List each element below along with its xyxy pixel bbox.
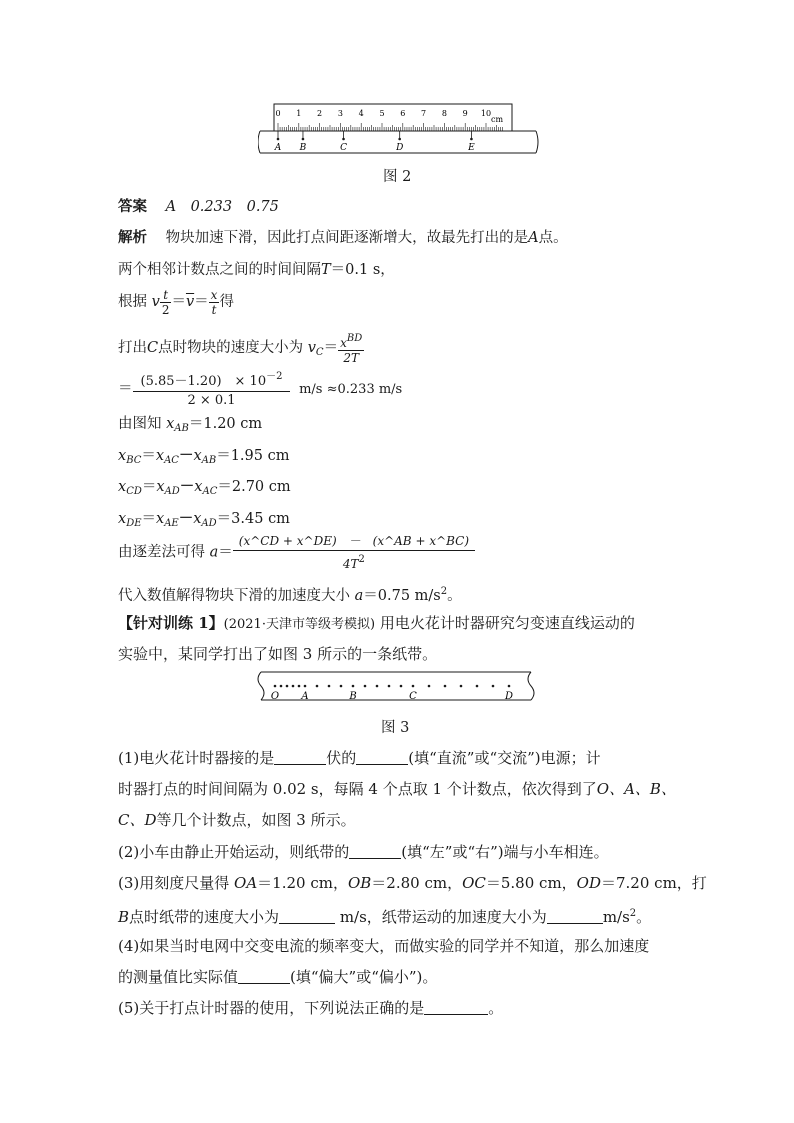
q5-blank-answer[interactable] bbox=[424, 1000, 488, 1015]
xbc-line: $x_{BC}=x_{AC}-x_{AB}=1.95$ cm bbox=[118, 447, 290, 466]
calc-fraction: $\frac{(5.85-1.20) \times 10^{-2}}{2 \times 0.1}$ bbox=[133, 368, 291, 410]
answer-label: 答案 bbox=[118, 198, 147, 215]
interval-line bbox=[118, 260, 395, 280]
tape-dot bbox=[274, 685, 277, 688]
tape-label: C bbox=[409, 691, 417, 702]
tape-label: A bbox=[301, 691, 309, 702]
tape-dot bbox=[292, 685, 295, 688]
q2-blank-end[interactable] bbox=[349, 844, 401, 859]
ruler-number: 5 bbox=[379, 109, 385, 118]
calc-line bbox=[118, 368, 402, 410]
formula-eq2: ＝ bbox=[194, 294, 209, 310]
analysis-point: A bbox=[528, 230, 539, 246]
analysis-line bbox=[118, 228, 568, 248]
tape-label: D bbox=[504, 691, 514, 702]
interval-value: ＝0.1 s， bbox=[330, 262, 395, 278]
tape-dot bbox=[476, 685, 479, 688]
answer-value: A 0.233 0.75 bbox=[165, 199, 279, 215]
q1-blank-voltage[interactable] bbox=[274, 750, 326, 765]
question-1-line-3: C、D等几个计数点，如图 3 所示。 bbox=[118, 811, 356, 829]
ruler-number: 4 bbox=[358, 109, 364, 118]
vc-v: v bbox=[307, 340, 316, 356]
ruler-numbers bbox=[275, 109, 491, 118]
formula-eq1: ＝ bbox=[171, 294, 186, 310]
tape-dot bbox=[400, 685, 403, 688]
ruler-number: 10 bbox=[480, 109, 492, 118]
figure-2-caption: 图 2 bbox=[383, 169, 412, 185]
formula-vbar: $\overline{v}$ bbox=[185, 294, 195, 310]
tape-dot bbox=[412, 685, 415, 688]
tape-dot bbox=[460, 685, 463, 688]
tape-point-label: C bbox=[340, 143, 347, 153]
formula-pre: 根据 bbox=[118, 294, 147, 310]
tape-dot bbox=[280, 685, 283, 688]
tape-dot bbox=[364, 685, 367, 688]
calc-result: m/s ≈0.233 m/s bbox=[299, 382, 403, 397]
ruler-number: 0 bbox=[275, 109, 281, 118]
tape-point-dot bbox=[398, 138, 401, 141]
formula-line bbox=[118, 287, 234, 317]
tape-dot bbox=[340, 685, 343, 688]
vc-line bbox=[118, 330, 364, 371]
ruler-number: 9 bbox=[462, 109, 468, 118]
tape-point-dot bbox=[342, 138, 345, 141]
question-3-line-1: (3)用刻度尺量得 OA＝1.20 cm，OB＝2.80 cm，OC＝5.80 cm，OD＝7.20 cm，打 bbox=[118, 874, 707, 892]
xde-line: $x_{DE}=x_{AE}-x_{AD}=3.45$ cm bbox=[118, 510, 290, 529]
ruler-number: 7 bbox=[421, 109, 427, 118]
tape-dot bbox=[298, 685, 301, 688]
analysis-label: 解析 bbox=[118, 229, 147, 246]
tape-dot bbox=[328, 685, 331, 688]
question-4-line-1: (4)如果当时电网中交变电流的频率变大，而做实验的同学并不知道，那么加速度 bbox=[118, 937, 650, 955]
question-2-line: (2)小车由静止开始运动，则纸带的 (填“左”或“右”)端与小车相连。 bbox=[118, 843, 609, 861]
tape-label: O bbox=[270, 691, 280, 702]
tape-dot bbox=[492, 685, 495, 688]
ruler-number: 1 bbox=[296, 109, 302, 118]
formula-x-over-t: $\frac{x}{t}$ bbox=[210, 287, 218, 317]
xab-pre: 由图知 bbox=[118, 416, 162, 432]
accel-fraction: $\frac{(x\^{}CD + x\^{}DE) - (x\^{}AB + x\^{}BC)}{4T^2}$ bbox=[233, 532, 475, 573]
tape-point-dot bbox=[302, 138, 305, 141]
tape-point-label: A bbox=[274, 143, 282, 153]
xab-line: 由图知 $x_{AB}=1.20$ cm bbox=[118, 416, 263, 434]
ruler-number: 6 bbox=[400, 109, 406, 118]
result-pre: 代入数值解得物块下滑的加速度大小 bbox=[118, 588, 350, 604]
q1-blank-current[interactable] bbox=[356, 750, 408, 765]
result-value: ＝0.75 m/s bbox=[363, 588, 441, 604]
q3-blank-velocity[interactable] bbox=[279, 909, 335, 924]
vc-eq: ＝ bbox=[323, 340, 339, 356]
analysis-text: 物块加速下滑，因此打点间距逐渐增大，故最先打出的是 bbox=[165, 230, 529, 246]
figure-2-ruler-diagram bbox=[258, 100, 540, 158]
accel-line: 由逐差法可得 a＝ $\frac{(x\^{}CD + x\^{}DE) - (x\^{}AB + x\^{}BC)}{4T^2}$ bbox=[118, 532, 475, 573]
tape-point-dot bbox=[470, 138, 473, 141]
tape-label: B bbox=[349, 691, 357, 702]
interval-var: T bbox=[321, 262, 331, 278]
tape-dot bbox=[428, 685, 431, 688]
result-line: 代入数值解得物块下滑的加速度大小 a＝0.75 $m/s^2$。 bbox=[118, 586, 462, 604]
formula-post: 得 bbox=[219, 294, 234, 310]
vc-pre: 打出 bbox=[118, 340, 147, 356]
formula-v: v bbox=[151, 294, 160, 310]
tape-point-label: D bbox=[396, 143, 404, 153]
xbc-value: ＝1.95 cm bbox=[216, 448, 290, 464]
ruler-ticks bbox=[278, 123, 503, 131]
formula-t-over-2: $\frac{t}{2}$ bbox=[161, 287, 170, 317]
tape-dot bbox=[316, 685, 319, 688]
question-5-line: (5)关于打点计时器的使用，下列说法正确的是 。 bbox=[118, 999, 504, 1017]
accel-pre: 由逐差法可得 bbox=[118, 544, 205, 561]
tape-point-dot bbox=[277, 138, 280, 141]
vc-point: C bbox=[147, 340, 159, 356]
analysis-tail: 点。 bbox=[538, 230, 568, 246]
tape-dot bbox=[388, 685, 391, 688]
q3-blank-acceleration[interactable] bbox=[547, 909, 603, 924]
tape-points bbox=[274, 131, 475, 153]
ruler-unit: cm bbox=[491, 115, 504, 124]
calc-eq: ＝ bbox=[118, 381, 133, 397]
xab-sub: AB bbox=[174, 423, 189, 434]
figure-3-tape-diagram bbox=[253, 668, 539, 708]
tape-dot bbox=[508, 685, 511, 688]
ruler-number: 8 bbox=[441, 109, 447, 118]
tape-dot bbox=[304, 685, 307, 688]
tape-point-label: E bbox=[468, 143, 475, 153]
q4-blank-measurement[interactable] bbox=[238, 969, 290, 984]
ruler-number: 3 bbox=[337, 109, 343, 118]
training-text-1: 用电火花计时器研究匀变速直线运动的 bbox=[379, 614, 635, 632]
vc-fraction: $\frac{x^{BD}}{2T}$ bbox=[340, 332, 363, 365]
tape-dot bbox=[376, 685, 379, 688]
question-1-line-2: 时器打点的时间间隔为 0.02 s，每隔 4 个点取 1 个计数点，依次得到了O、A、B、 bbox=[118, 780, 676, 798]
tape-point-label: B bbox=[299, 143, 307, 153]
xcd-line: $x_{CD}=x_{AD}-x_{AC}=2.70$ cm bbox=[118, 478, 291, 497]
tape-dot bbox=[444, 685, 447, 688]
tape-dots bbox=[274, 685, 511, 688]
xcd-value: ＝2.70 cm bbox=[217, 479, 291, 495]
answer-line bbox=[118, 197, 279, 217]
question-4-line-2: 的测量值比实际值 (填“偏大”或“偏小”)。 bbox=[118, 968, 438, 986]
training-tag: 【针对训练 1】 bbox=[118, 614, 224, 632]
training-source: (2021·天津市等级考模拟) bbox=[223, 617, 376, 632]
vc-mid: 点时物块的速度大小为 bbox=[158, 340, 304, 356]
training-line-1 bbox=[118, 613, 635, 635]
interval-text: 两个相邻计数点之间的时间间隔 bbox=[118, 262, 321, 278]
tape-dot bbox=[352, 685, 355, 688]
figure-3-caption: 图 3 bbox=[381, 720, 410, 736]
xde-value: ＝3.45 cm bbox=[216, 511, 290, 527]
vc-sub: C bbox=[315, 347, 324, 358]
training-line-2: 实验中，某同学打出了如图 3 所示的一条纸带。 bbox=[118, 645, 438, 663]
tape-dot bbox=[286, 685, 289, 688]
question-1-line-1: (1)电火花计时器接的是 伏的 (填“直流”或“交流”)电源；计 bbox=[118, 749, 601, 767]
question-3-line-2: B点时纸带的速度大小为 m/s，纸带运动的加速度大小为 $m/s^2$。 bbox=[118, 908, 652, 926]
xab-value: ＝1.20 cm bbox=[188, 416, 263, 432]
ruler-number: 2 bbox=[317, 109, 323, 118]
